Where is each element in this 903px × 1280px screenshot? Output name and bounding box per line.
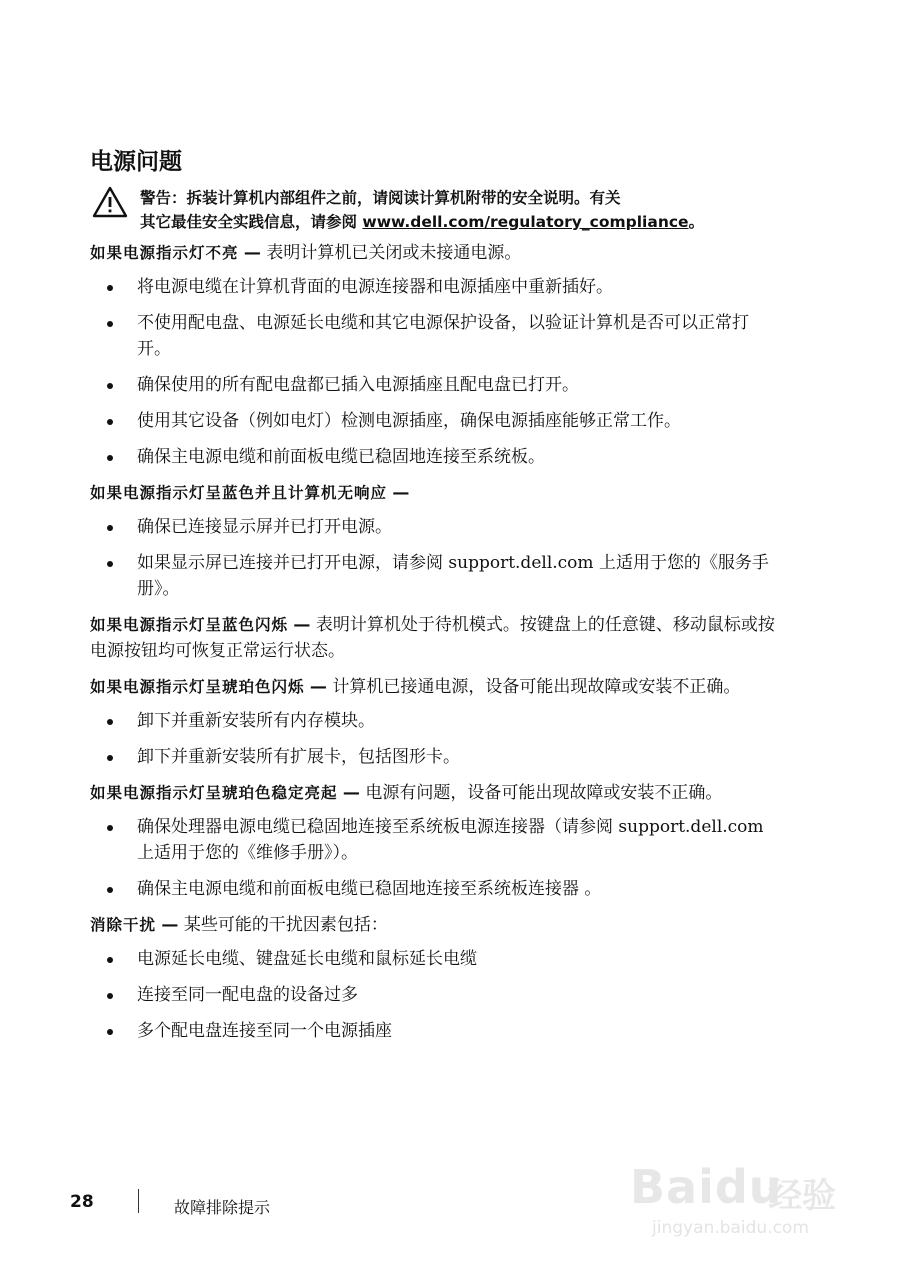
page-number: 28 [70, 1192, 94, 1212]
symptom-paragraph [90, 780, 780, 806]
symptom-paragraph [90, 480, 780, 506]
watermark-url: jingyan.baidu.com [652, 1218, 809, 1238]
list-item-text: 确保处理器电源电缆已稳固地连接至系统板电源连接器（请参阅 support.dell.com 上适用于您的《维修手册》）。 [137, 817, 764, 863]
symptom-heading: 如果电源指示灯呈蓝色闪烁 [90, 616, 289, 634]
list-item-text: 多个配电盘连接至同一个电源插座 [137, 1021, 392, 1041]
section-title: 电源问题 [90, 149, 182, 175]
symptom-description: 电源有问题，设备可能出现故障或安装不正确。 [359, 783, 723, 803]
warning-triangle-icon [92, 186, 128, 218]
bullet-list [90, 274, 780, 470]
symptom-description: 表明计算机处于待机模式。按键盘上的任意键、移动鼠标或按电源按钮均可恢复正常运行状态。 [90, 615, 775, 661]
list-item-text: 确保已连接显示屏并已打开电源。 [137, 517, 392, 537]
list-item-text: 如果显示屏已连接并已打开电源，请参阅 support.dell.com 上适用于您的《服务手册》。 [137, 553, 769, 599]
warning-line1: 拆装计算机内部组件之前，请阅读计算机附带的安全说明。有关 [186, 189, 621, 207]
list-item-text: 连接至同一配电盘的设备过多 [137, 985, 358, 1005]
bullet-icon [107, 561, 113, 567]
bullet-list [90, 514, 780, 602]
symptom-paragraph [90, 674, 780, 700]
bullet-list [90, 814, 780, 902]
em-dash: — [243, 243, 261, 263]
bullet-list [90, 708, 780, 770]
list-item-text: 使用其它设备（例如电灯）检测电源插座，确保电源插座能够正常工作。 [137, 411, 681, 431]
bullet-icon [107, 825, 113, 831]
list-item [90, 744, 780, 770]
list-item [90, 982, 780, 1008]
watermark-brand-cn: 经验 [768, 1176, 836, 1216]
baidu-jingyan-watermark [618, 1138, 868, 1248]
bullet-icon [107, 755, 113, 761]
symptom-heading: 如果电源指示灯呈蓝色并且计算机无响应 [90, 484, 388, 502]
bullet-icon [107, 285, 113, 291]
list-item [90, 876, 780, 902]
bullet-icon [107, 1029, 113, 1035]
warning-label: 警告： [140, 189, 187, 207]
list-item [90, 708, 780, 734]
watermark-brand [630, 1160, 783, 1214]
symptom-heading: 如果电源指示灯不亮 [90, 244, 239, 262]
watermark-brand-bai: Bai [630, 1160, 715, 1214]
symptom-paragraph [90, 612, 780, 664]
warning-tail: 。 [688, 213, 705, 231]
list-item [90, 550, 780, 602]
symptom-description: 某些可能的干扰因素包括： [178, 915, 388, 935]
list-item [90, 514, 780, 540]
em-dash: — [392, 483, 410, 503]
warning-text [140, 186, 792, 234]
list-item-text: 确保主电源电缆和前面板电缆已稳固地连接至系统板连接器 。 [137, 879, 602, 899]
em-dash: — [342, 783, 360, 803]
list-item-text: 电源延长电缆、键盘延长电缆和鼠标延长电缆 [137, 949, 477, 969]
regulatory-compliance-link[interactable]: www.dell.com/regulatory_compliance [362, 213, 689, 231]
symptom-description: 计算机已接通电源，设备可能出现故障或安装不正确。 [326, 677, 741, 697]
bullet-icon [107, 383, 113, 389]
page-footer [70, 1189, 470, 1219]
symptom-paragraph [90, 912, 780, 938]
troubleshooting-content [90, 240, 780, 1054]
list-item-text: 将电源电缆在计算机背面的电源连接器和电源插座中重新插好。 [137, 277, 613, 297]
bullet-icon [107, 957, 113, 963]
list-item-text: 卸下并重新安装所有内存模块。 [137, 711, 375, 731]
bullet-list [90, 946, 780, 1044]
bullet-icon [107, 993, 113, 999]
list-item [90, 814, 780, 866]
symptom-heading: 如果电源指示灯呈琥珀色闪烁 [90, 678, 305, 696]
list-item [90, 310, 780, 362]
list-item [90, 444, 780, 470]
list-item-text: 确保主电源电缆和前面板电缆已稳固地连接至系统板。 [137, 447, 545, 467]
list-item-text: 确保使用的所有配电盘都已插入电源插座且配电盘已打开。 [137, 375, 579, 395]
bullet-icon [107, 525, 113, 531]
list-item [90, 372, 780, 398]
warning-line2: 其它最佳安全实践信息，请参阅 [140, 213, 363, 231]
list-item [90, 946, 780, 972]
symptom-paragraph [90, 240, 780, 266]
symptom-heading: 如果电源指示灯呈琥珀色稳定亮起 [90, 784, 338, 802]
watermark-brand-du: du [714, 1160, 783, 1214]
symptom-description: 表明计算机已关闭或未接通电源。 [260, 243, 522, 263]
list-item [90, 1018, 780, 1044]
em-dash: — [293, 615, 311, 635]
list-item [90, 274, 780, 300]
footer-section-title: 故障排除提示 [174, 1198, 271, 1217]
em-dash: — [309, 677, 327, 697]
bullet-icon [107, 719, 113, 725]
list-item-text: 卸下并重新安装所有扩展卡，包括图形卡。 [137, 747, 460, 767]
bullet-icon [107, 455, 113, 461]
list-item [90, 408, 780, 434]
bullet-icon [107, 321, 113, 327]
bullet-icon [107, 887, 113, 893]
bullet-icon [107, 419, 113, 425]
warning-notice [92, 186, 792, 234]
list-item-text: 不使用配电盘、电源延长电缆和其它电源保护设备，以验证计算机是否可以正常打开。 [137, 313, 749, 359]
em-dash: — [161, 915, 179, 935]
symptom-heading: 消除干扰 [90, 916, 157, 934]
footer-divider [138, 1189, 139, 1213]
